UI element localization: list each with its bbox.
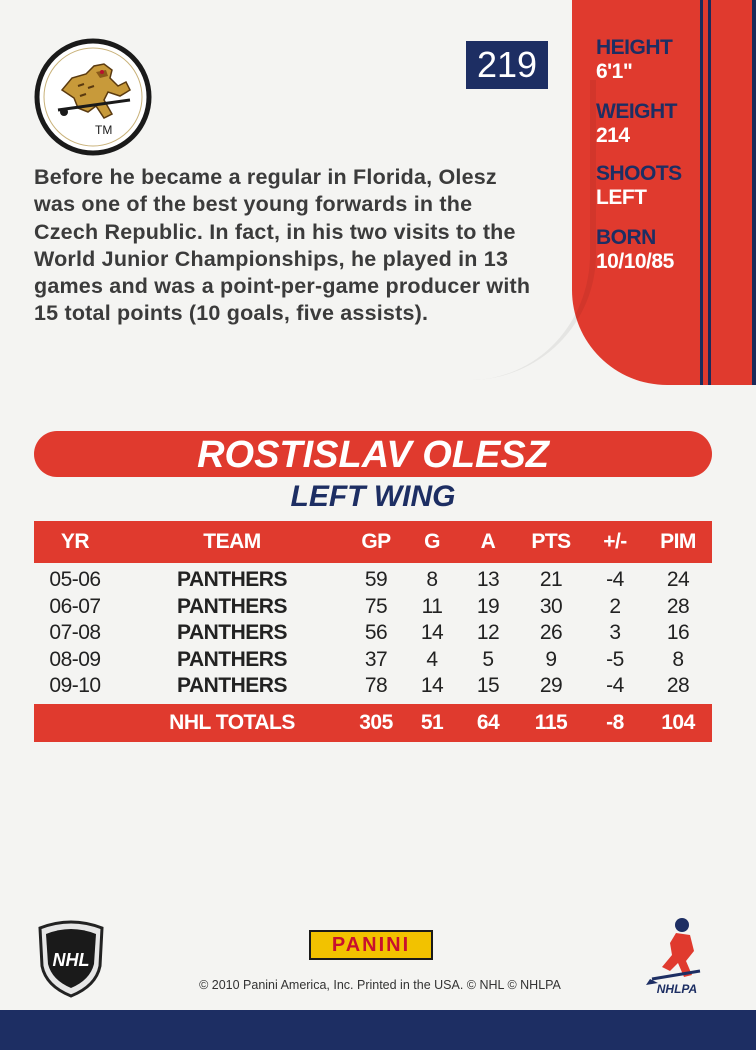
cell-pts: 30 [539, 594, 563, 618]
player-name: ROSTISLAV OLESZ [197, 434, 549, 476]
cell-a: 13 [476, 568, 500, 592]
vital-weight [596, 100, 706, 148]
vital-value: LEFT [596, 186, 647, 209]
cell-a: 5 [482, 647, 494, 671]
table-row [34, 620, 712, 647]
card-number: 219 [466, 41, 548, 89]
cell-team: PANTHERS [177, 647, 287, 671]
vital-label: BORN [596, 226, 656, 249]
cell-g: 51 [404, 704, 460, 742]
cell-pim: 8 [672, 647, 684, 671]
cell-pts: 21 [539, 568, 563, 592]
cell-a: 64 [460, 704, 516, 742]
cell-pts: 29 [539, 674, 563, 698]
header-pts: PTS [516, 521, 586, 563]
cell-yr: 09-10 [49, 674, 101, 698]
cell-pts: 9 [545, 647, 557, 671]
cell-g: 14 [420, 674, 444, 698]
cell-plus-minus: -8 [586, 704, 644, 742]
header-plus-minus: +/- [586, 521, 644, 563]
cell-plus-minus: 3 [609, 621, 621, 645]
vital-label: WEIGHT [596, 100, 677, 123]
totals-row [34, 704, 712, 742]
vital-value: 214 [596, 124, 630, 147]
cell-a: 12 [476, 621, 500, 645]
table-row [34, 567, 712, 594]
vital-label: HEIGHT [596, 36, 673, 59]
cell-a: 19 [476, 594, 500, 618]
player-bio: Before he became a regular in Florida, Olesz was one of the best young forwards in the Czech Republic. In fact, in his two visits to the World Junior Championships, he played in 13 games and was a point-per-game producer with 15 total points (10 goals, five assists). [34, 165, 531, 326]
cell-g: 14 [420, 621, 444, 645]
cell-gp: 56 [364, 621, 388, 645]
cell-plus-minus: -5 [606, 647, 624, 671]
cell-gp: 37 [364, 647, 388, 671]
cell-g: 11 [421, 594, 443, 618]
bottom-band [0, 1010, 756, 1050]
cell-pim: 16 [666, 621, 690, 645]
header-yr: YR [34, 521, 116, 563]
stats-table [34, 521, 712, 742]
vital-value: 6'1" [596, 60, 633, 83]
player-position: LEFT WING [290, 480, 456, 513]
cell-gp: 78 [364, 674, 388, 698]
panel-stripe [752, 0, 756, 385]
cell-pim: 24 [666, 568, 690, 592]
cell-g: 8 [426, 568, 438, 592]
cell-yr: 08-09 [49, 647, 101, 671]
cell-plus-minus: -4 [606, 568, 624, 592]
header-a: A [460, 521, 516, 563]
header-team: TEAM [116, 521, 348, 563]
cell-pim: 104 [644, 704, 712, 742]
cell-yr [34, 704, 116, 742]
cell-team: PANTHERS [177, 594, 287, 618]
cell-team: PANTHERS [177, 674, 287, 698]
header-gp: GP [348, 521, 404, 563]
cell-g: 4 [426, 647, 438, 671]
table-row [34, 647, 712, 674]
vital-shoots [596, 162, 706, 210]
panini-logo: PANINI [309, 930, 433, 960]
vitals-panel [572, 0, 756, 385]
cell-team: PANTHERS [177, 621, 287, 645]
cell-gp: 305 [348, 704, 404, 742]
header-g: G [404, 521, 460, 563]
cell-pim: 28 [666, 594, 690, 618]
vital-born [596, 226, 706, 274]
cell-team: PANTHERS [177, 568, 287, 592]
cell-gp: 75 [364, 594, 388, 618]
cell-yr: 07-08 [49, 621, 101, 645]
nhlpa-text: NHLPA [656, 982, 698, 996]
cell-pts: 26 [539, 621, 563, 645]
vital-value: 10/10/85 [596, 250, 674, 273]
cell-gp: 59 [364, 568, 388, 592]
florida-panthers-logo-icon [34, 38, 152, 156]
copyright-text: © 2010 Panini America, Inc. Printed in the USA. © NHL © NHLPA [199, 978, 561, 992]
nhl-shield-logo-icon [34, 918, 108, 998]
trademark-text: TM [95, 123, 113, 137]
panel-stripe [708, 0, 711, 385]
totals-label: NHL TOTALS [116, 704, 348, 742]
header-pim: PIM [644, 521, 712, 563]
cell-plus-minus: -4 [606, 674, 624, 698]
vital-height [596, 36, 706, 84]
vital-label: SHOOTS [596, 162, 682, 185]
cell-yr: 06-07 [49, 594, 101, 618]
cell-a: 15 [476, 674, 500, 698]
stats-header-row [34, 521, 712, 563]
cell-pts: 115 [516, 704, 586, 742]
cell-yr: 05-06 [49, 568, 101, 592]
cell-plus-minus: 2 [609, 594, 621, 618]
nhl-logo-text: NHL [52, 950, 90, 970]
table-row [34, 594, 712, 621]
table-row [34, 673, 712, 700]
cell-pim: 28 [666, 674, 690, 698]
